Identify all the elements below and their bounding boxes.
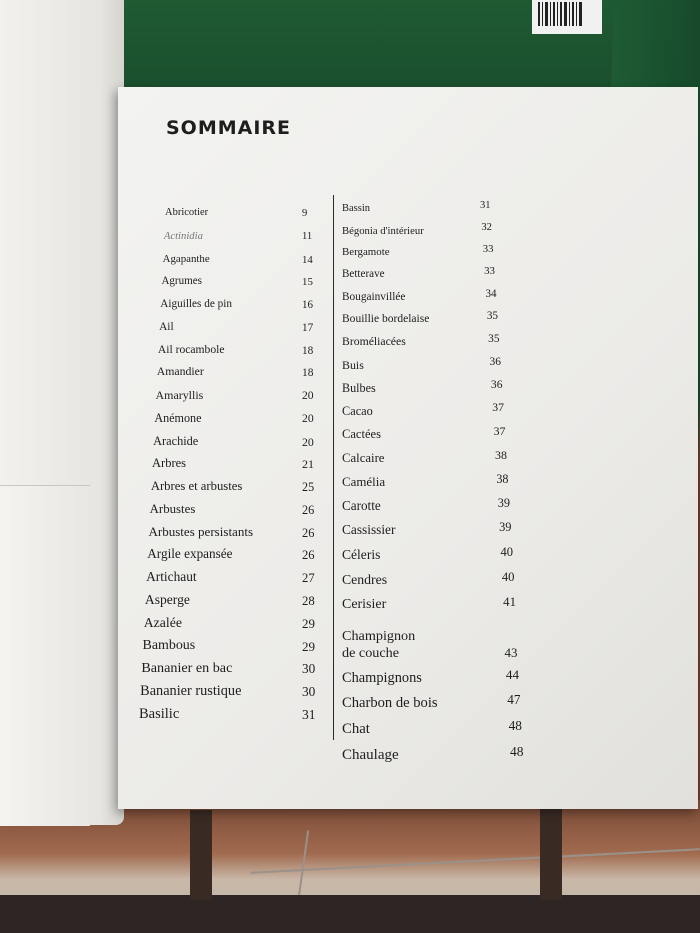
toc-entry-name: Asperge: [144, 591, 190, 607]
toc-entry-name: Chat: [342, 721, 370, 738]
toc-entry-page: 9: [302, 208, 308, 219]
toc-entry-name: Broméliacées: [342, 334, 406, 348]
toc-entry-page: 26: [302, 525, 315, 540]
toc-entry-page: 14: [302, 253, 313, 266]
toc-entry-name: Azalée: [143, 614, 182, 630]
toc-entry-name: Betterave: [342, 268, 385, 281]
toc-entry-name: Cerisier: [342, 596, 387, 612]
toc-entry-page: 25: [302, 480, 315, 495]
toc-entry-name: Carotte: [342, 498, 381, 514]
toc-entry-page: 39: [499, 520, 512, 535]
toc-entry-page: 29: [302, 638, 316, 654]
column-divider: [333, 195, 334, 740]
toc-entry-page: 18: [302, 344, 314, 357]
toc-entry-name: Abricotier: [165, 207, 209, 218]
toc-entry-page: 36: [490, 377, 503, 391]
chair-leg: [540, 800, 562, 900]
toc-entry-name: Ail: [159, 320, 174, 333]
toc-entry-name: Basilic: [139, 705, 180, 722]
toc-entry-page: 33: [482, 243, 494, 256]
toc-entry-page: 15: [302, 276, 313, 289]
toc-entry-name: Buis: [342, 357, 364, 372]
toc-entry-page: 26: [302, 502, 315, 517]
toc-entry-name: Amaryllis: [155, 388, 204, 403]
toc-entry-name: Agrumes: [161, 275, 202, 288]
toc-entry-name: Artichaut: [146, 569, 197, 585]
toc-entry-name: Bergamote: [342, 246, 390, 259]
toc-entry-page: 35: [486, 310, 498, 323]
toc-entry-page: 18: [302, 367, 314, 380]
toc-entry-name: Cassissier: [342, 522, 396, 538]
toc-entry-name: Ail rocambole: [157, 342, 225, 356]
toc-entry-name: Champignons: [342, 669, 422, 686]
toc-entry-name: Cendres: [342, 571, 388, 587]
toc-entry-page: 48: [510, 744, 524, 760]
toc-entry-page: 48: [508, 718, 522, 734]
toc-entry-page: 44: [505, 666, 519, 682]
toc-entry-page: 20: [302, 434, 314, 449]
chair-leg: [190, 810, 212, 900]
toc-entry-name: Arbustes persistants: [148, 523, 254, 539]
toc-entry-page: 21: [302, 457, 314, 472]
toc-entry-name: Charbon de bois: [342, 695, 438, 712]
toc-entry-page: 35: [488, 332, 500, 345]
toc-entry-page: 33: [484, 265, 495, 278]
toc-entry-name: Cactées: [342, 427, 381, 442]
toc-entry-page: 38: [496, 472, 509, 486]
left-paper-lower-sheet: [0, 485, 90, 826]
toc-entry-name: Bouillie bordelaise: [342, 313, 430, 326]
toc-entry-page: 40: [501, 569, 515, 584]
toc-entry-page: 32: [481, 221, 492, 233]
page-title: SOMMAIRE: [166, 117, 292, 139]
toc-entry-page: 30: [302, 684, 316, 700]
toc-entry-name: Argile expansée: [147, 546, 233, 562]
toc-entry-page: 43: [504, 644, 518, 660]
toc-entry-page: 40: [500, 544, 513, 559]
toc-entry-page: 16: [302, 299, 314, 312]
toc-entry-page: 26: [302, 548, 315, 563]
toc-entry-name: Cacao: [342, 403, 373, 418]
toc-entry-name: Amandier: [156, 365, 204, 379]
toc-entry-page: 31: [302, 706, 316, 722]
toc-entry-page: 37: [493, 424, 506, 439]
book-page: [118, 87, 698, 809]
toc-entry-name: Actinidia: [163, 229, 203, 242]
toc-entry-page: 29: [302, 615, 315, 631]
toc-entry-name: Bulbes: [342, 380, 376, 395]
toc-entry-name: Arbustes: [149, 501, 196, 516]
toc-entry-name: Arbres et arbustes: [150, 479, 243, 494]
toc-entry-name: Champignon: [342, 627, 416, 644]
toc-entry-name: Aiguilles de pin: [160, 298, 232, 311]
toc-entry-name: Bougainvillée: [342, 290, 406, 303]
toc-entry-name: Bananier en bac: [141, 660, 233, 677]
toc-entry-page: 36: [489, 355, 501, 368]
toc-entry-name: Céleris: [342, 546, 381, 562]
toc-entry-page: 37: [492, 400, 504, 414]
toc-entry-name: Bassin: [342, 203, 371, 214]
toc-entry-page: 30: [302, 661, 316, 677]
toc-entry-page: 28: [302, 593, 315, 608]
toc-entry-name: Bégonia d'intérieur: [342, 224, 424, 237]
toc-entry-name: Chaulage: [342, 747, 399, 764]
toc-entry-page: 34: [485, 287, 497, 300]
barcode: [532, 0, 602, 34]
toc-entry-page: 39: [497, 496, 510, 511]
toc-entry-page: 27: [302, 571, 315, 586]
toc-entry-page: 17: [302, 321, 314, 334]
chair-edge: [0, 895, 700, 933]
toc-entry-name: Calcaire: [342, 451, 385, 466]
toc-entry-name: Camélia: [342, 474, 386, 489]
toc-entry-page: 38: [495, 448, 507, 463]
toc-entry-name: Bambous: [142, 637, 196, 653]
toc-entry-name: Agapanthe: [162, 252, 210, 265]
toc-entry-page: 47: [507, 692, 521, 708]
toc-entry-name: Arachide: [153, 433, 199, 448]
toc-entry-page: 31: [480, 200, 491, 211]
toc-entry-name: Anémone: [154, 410, 202, 425]
toc-entry-name: Bananier rustique: [140, 683, 242, 700]
toc-entry-page: 41: [503, 594, 516, 609]
toc-entry-name: de couche: [342, 644, 400, 661]
toc-entry-name: Arbres: [152, 456, 187, 471]
toc-entry-page: 20: [302, 389, 314, 403]
toc-entry-page: 11: [302, 230, 313, 242]
toc-entry-page: 20: [302, 411, 314, 425]
